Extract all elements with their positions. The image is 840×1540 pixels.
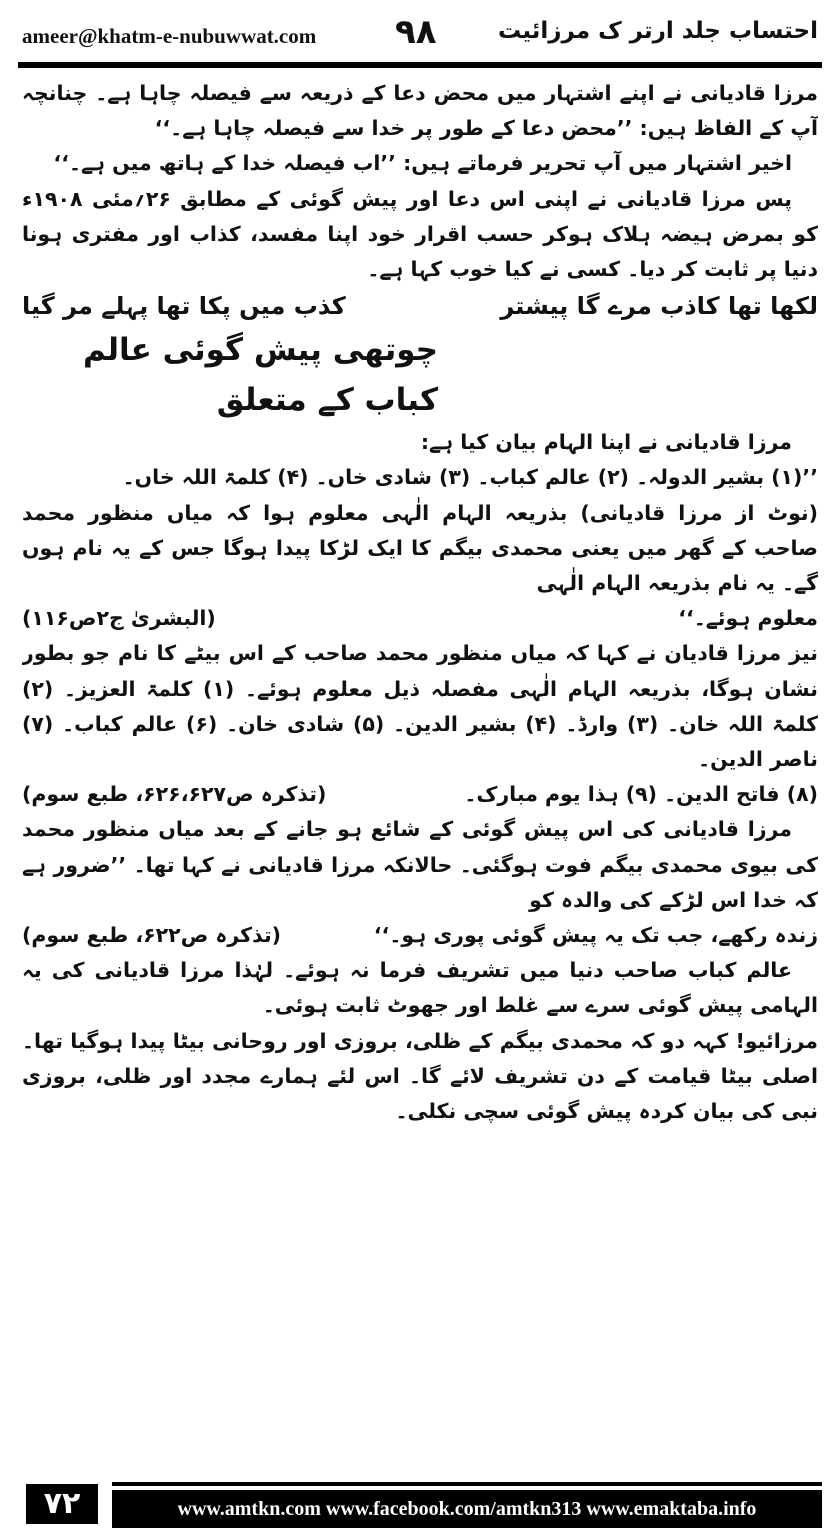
paragraph-3: پس مرزا قادیانی نے اپنی اس دعا اور پیش گوئی کے مطابق ۲۶؍مئی ۱۹۰۸ء کو بمرض ہیضہ ہلاک ہوکر حسب اقرار خود اپنا مفسد، کذاب اور مفتری ہونا دنیا پر ثابت کر دیا۔ کسی نے کیا خوب کہا ہے۔ — [22, 186, 818, 282]
paragraph-8: مرزا قادیانی کی اس پیش گوئی کے شائع ہو جانے کے بعد میاں منظور محمد کی بیوی محمدی بیگم فوت ہوگئی۔ حالانکہ مرزا قادیانی نے کہا تھا۔ ’’ضرور ہے کہ خدا اس لڑکے کی والدہ کو — [22, 817, 818, 912]
footer-rule — [112, 1482, 822, 1486]
reference-3: (تذکرہ ص۶۲۲، طبع سوم) — [22, 923, 282, 948]
reference-line-3 — [22, 918, 818, 953]
reference-1: (البشریٰ ج۲ص۱۱۶) — [22, 606, 216, 631]
paragraph-4: مرزا قادیانی نے اپنا الہام بیان کیا ہے: — [420, 430, 792, 455]
paragraph-2: اخیر اشتہار میں آپ تحریر فرماتے ہیں: ’’اب فیصلہ خدا کے ہاتھ میں ہے۔‘‘ — [53, 151, 792, 176]
section-heading: چوتھی پیش گوئی عالم کباب کے متعلق — [83, 332, 438, 419]
paragraph-5: ’’(۱) بشیر الدولہ۔ (۲) عالم کباب۔ (۳) شادی خاں۔ (۴) کلمۃ اللہ خاں۔ — [122, 465, 818, 490]
page-header — [0, 0, 840, 62]
page-footer — [0, 1480, 840, 1540]
paragraph-8-end: زندہ رکھے، جب تک یہ پیش گوئی پوری ہو۔‘‘ — [373, 923, 818, 948]
verse-second-half: کذب میں پکا تھا پہلے مر گیا — [22, 292, 346, 321]
header-rule — [18, 62, 822, 68]
header-book-title: احتساب جلد ارتر ک مرزائیت — [498, 18, 818, 44]
footer-links: www.amtkn.com www.facebook.com/amtkn313 www.emaktaba.info — [112, 1490, 822, 1528]
reference-line-2 — [22, 777, 818, 812]
verse-first-half: لکھا تھا کاذب مرے گا پیشتر — [500, 292, 818, 321]
header-page-number: ۹۸ — [395, 12, 437, 52]
paragraph-1: مرزا قادیانی نے اپنے اشتہار میں محض دعا کے ذریعہ سے فیصلہ چاہا ہے۔ چنانچہ آپ کے الفاظ ہیں: ’’محض دعا کے طور پر خدا سے فیصلہ چاہا ہے۔‘‘ — [22, 81, 818, 141]
header-email: ameer@khatm-e-nubuwwat.com — [22, 24, 317, 48]
paragraph-7-end: (۸) فاتح الدین۔ (۹) ہذا یوم مبارک۔ — [464, 782, 818, 807]
footer-page-number: ۷۲ — [26, 1484, 98, 1524]
paragraph-9: عالم کباب صاحب دنیا میں تشریف فرما نہ ہوئے۔ لہٰذا مرزا قادیانی کی یہ الہامی پیش گوئی سرے سے غلط اور جھوٹ ثابت ہوئی۔ — [22, 958, 818, 1018]
paragraph-7: نیز مرزا قادیان نے کہا کہ میاں منظور محمد صاحب کے اس بیٹے کا نام جو بطور نشان ہوگا، بذریعہ الہام الٰہی مفصلہ ذیل معلوم ہوئے۔ (۱) کلمۃ العزیز۔ (۲) کلمۃ اللہ خان۔ (۳) وارڈ۔ (۴) بشیر الدین۔ (۵) شادی خان۔ (۶) عالم کباب۔ (۷) ناصر الدین۔ — [22, 641, 818, 772]
paragraph-6-end: معلوم ہوئے۔‘‘ — [678, 606, 818, 631]
poetry-verse — [22, 287, 818, 325]
reference-2: (تذکرہ ص۶۲۶،۶۲۷، طبع سوم) — [22, 782, 327, 807]
paragraph-6: (نوٹ از مرزا قادیانی) بذریعہ الہام الٰہی معلوم ہوا کہ میاں منظور محمد صاحب کے گھر میں یعنی محمدی بیگم کا ایک لڑکا پیدا ہوگا جس کے یہ نام ہوں گے۔ یہ نام بذریعہ الہام الٰہی — [22, 500, 818, 596]
page-body — [22, 76, 818, 1468]
paragraph-10: مرزائیو! کہہ دو کہ محمدی بیگم کے ظلی، بروزی اور روحانی بیٹا پیدا ہوگیا تھا۔ اصلی بیٹا قیامت کے دن تشریف لائے گا۔ اس لئے ہمارے مجدد اور ظلی، بروزی نبی کی بیان کردہ پیش گوئی سچی نکلی۔ — [22, 1028, 818, 1124]
reference-line-1 — [22, 601, 818, 636]
